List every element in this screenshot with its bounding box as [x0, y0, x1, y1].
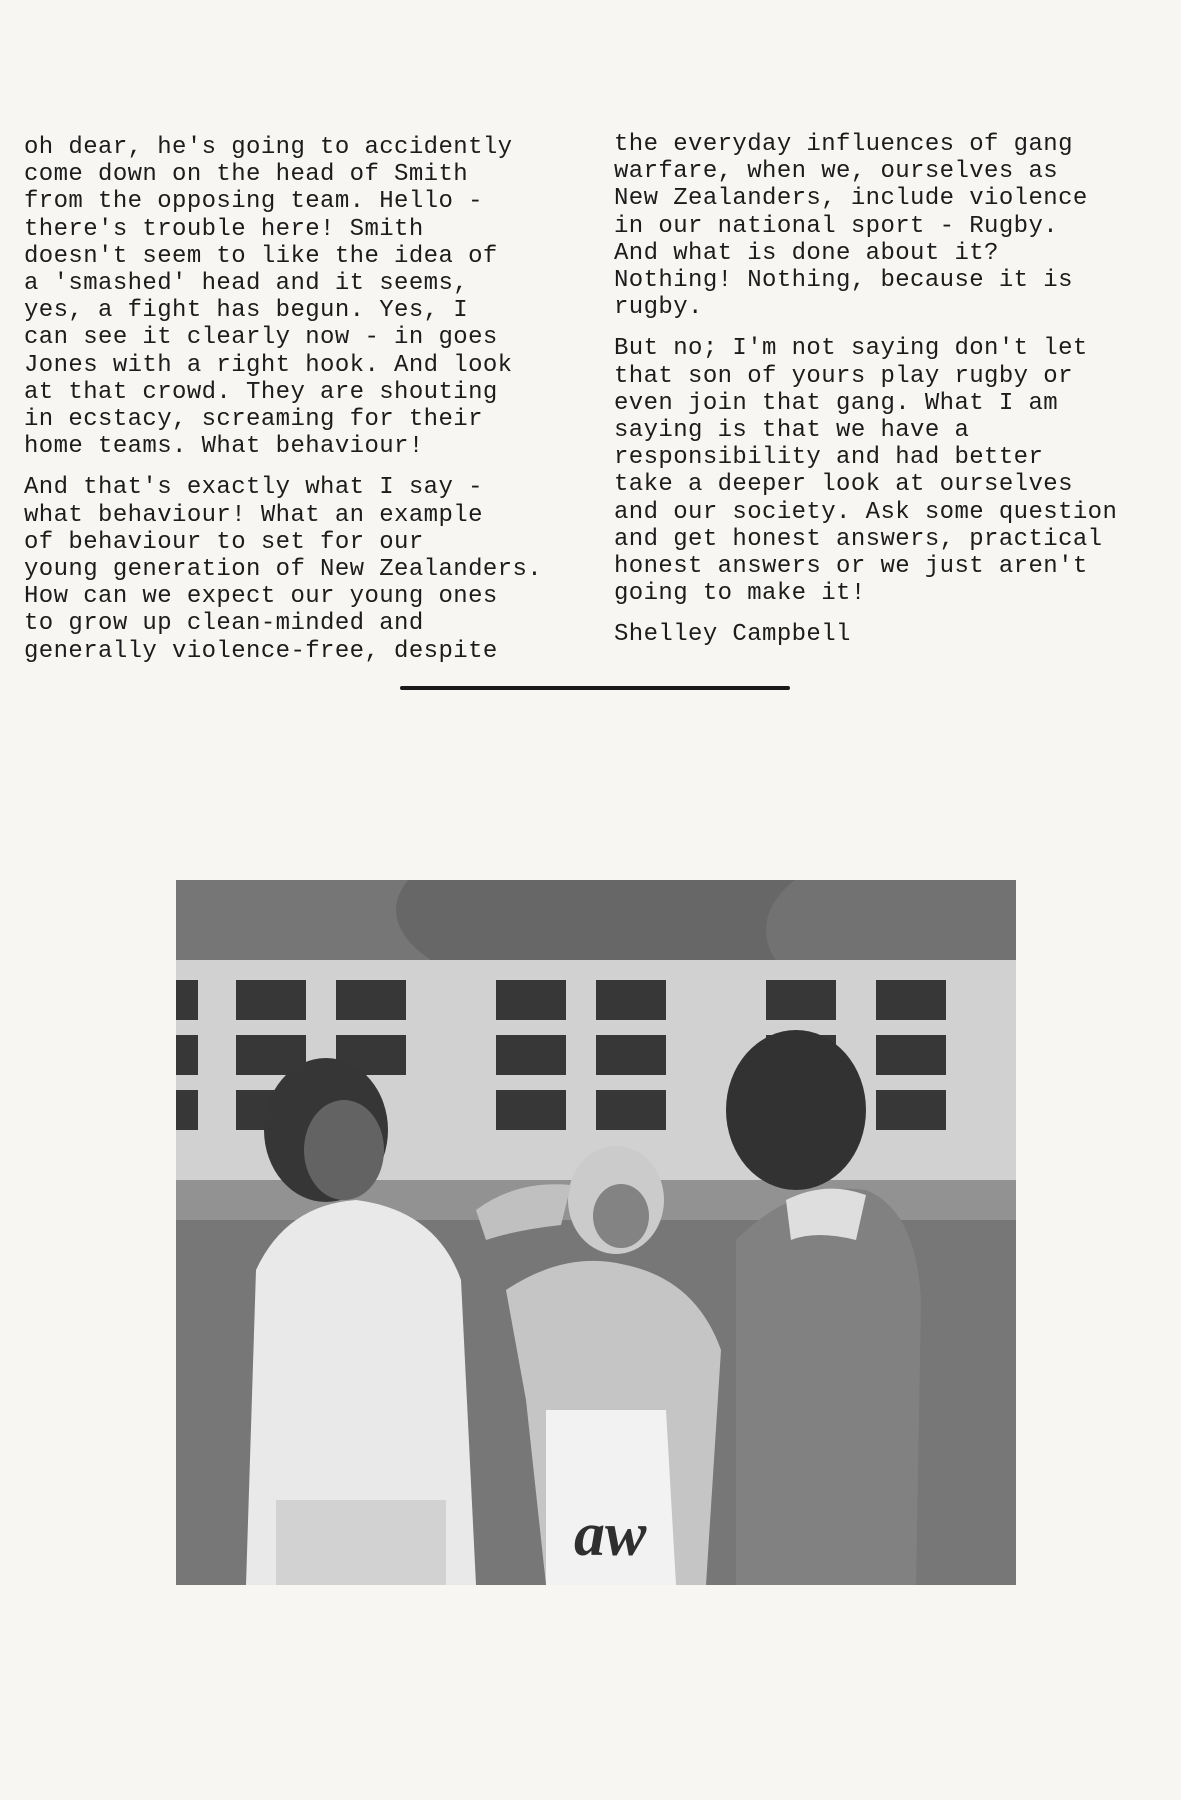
- photograph: [176, 880, 1016, 1585]
- paragraph-right-2: But no; I'm not saying don't let that son of yours play rugby or even join that gang. What I am saying is that we have a responsibility and had better take a deeper look at ourselves and our society. Ask some question and get honest answers, practical honest answers or we just aren't going to make it!: [614, 335, 1118, 608]
- author-signature: Shelley Campbell: [614, 621, 851, 649]
- photograph-illustration: [176, 880, 1016, 1585]
- section-divider: [400, 686, 790, 690]
- paragraph-left-2: And that's exactly what I say - what behaviour! What an example of behaviour to set for our young generation of New Zealanders. How can we expect our young ones to grow up clean-minded and generally violence-free, despite: [24, 474, 543, 665]
- paragraph-right-1: the everyday influences of gang warfare, when we, ourselves as New Zealanders, include violence in our national sport - Rugby. And what is done about it? Nothing! Nothing, because it is rugby.: [614, 131, 1088, 322]
- bag-lettering: aw: [574, 1501, 647, 1569]
- left-column: [24, 134, 604, 679]
- paragraph-left-1: oh dear, he's going to accidently come down on the head of Smith from the opposing team. Hello - there's trouble here! Smith doesn't seem to like the idea of a 'smashed' head and it seems, yes, a fight has begun. Yes, I can see it clearly now - in goes Jones with a right hook. And look at that crowd. They are shouting in ecstacy, screaming for their home teams. What behaviour!: [24, 134, 513, 461]
- right-column: [614, 131, 1181, 663]
